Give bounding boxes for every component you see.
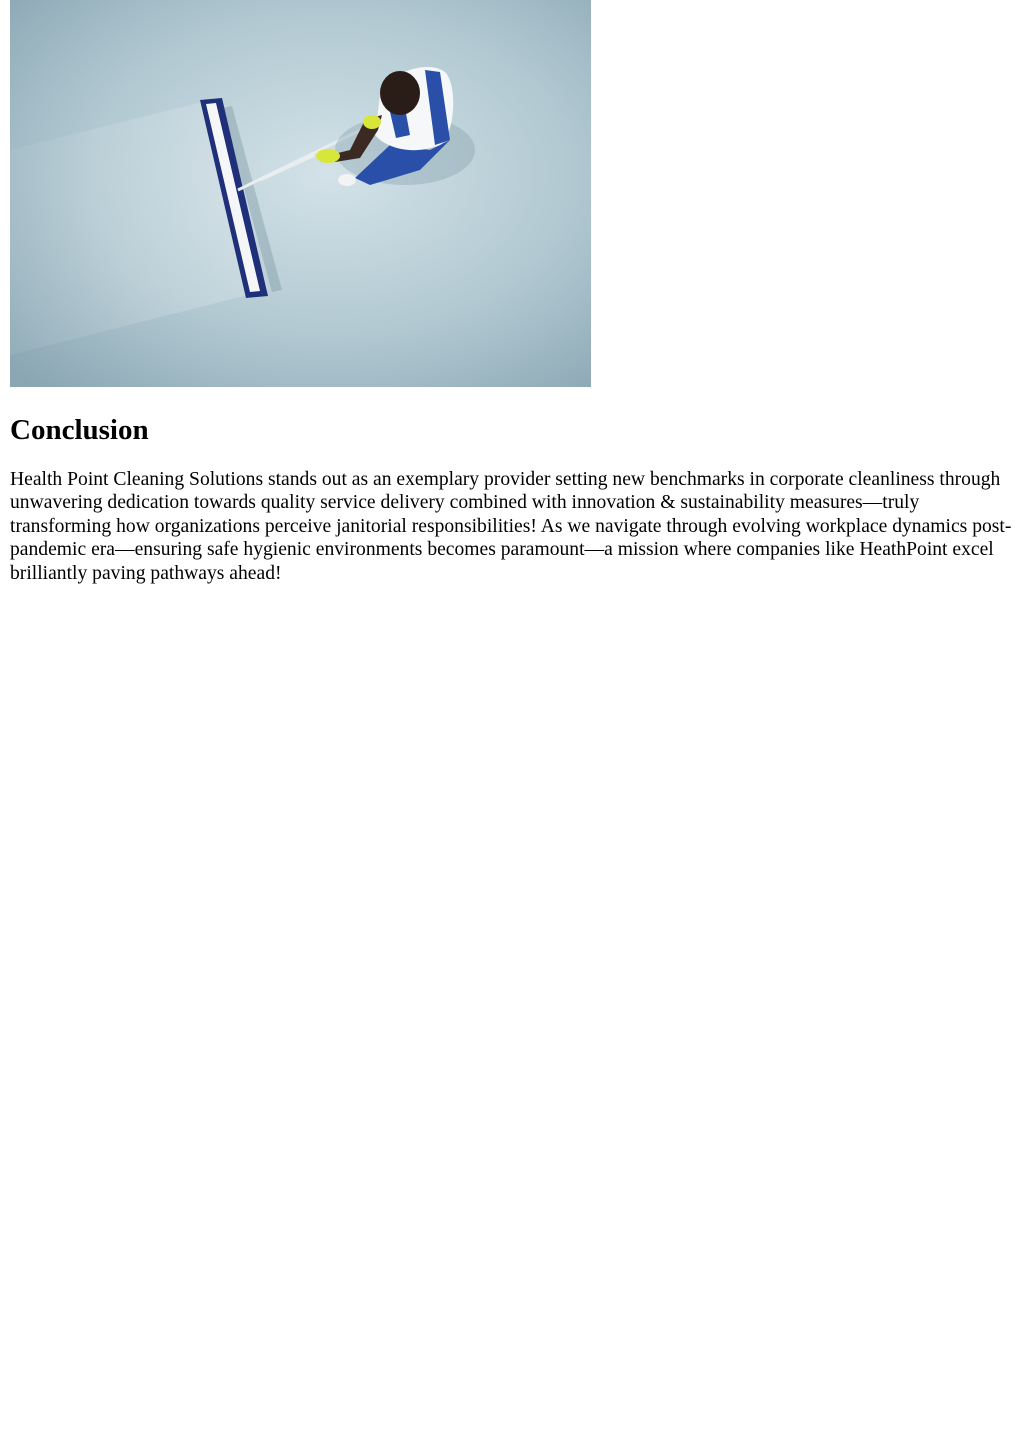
hero-image — [10, 0, 591, 387]
section-title: Conclusion — [10, 414, 149, 446]
document-page — [10, 0, 1014, 585]
conclusion-paragraph: Health Point Cleaning Solutions stands out as an exemplary provider setting new benchmarks in corporate cleanliness through unwavering dedication towards quality service delivery combined with innovation & sustainability measures—truly transforming how organizations perceive janitorial responsibilities! As we navigate through evolving workplace dynamics post-pandemic era—ensuring safe hygienic environments becomes paramount—a mission where companies like HeathPoint excel brilliantly paving pathways ahead! — [10, 469, 1012, 584]
photo-cleaner-mopping-floor-icon — [10, 0, 591, 387]
